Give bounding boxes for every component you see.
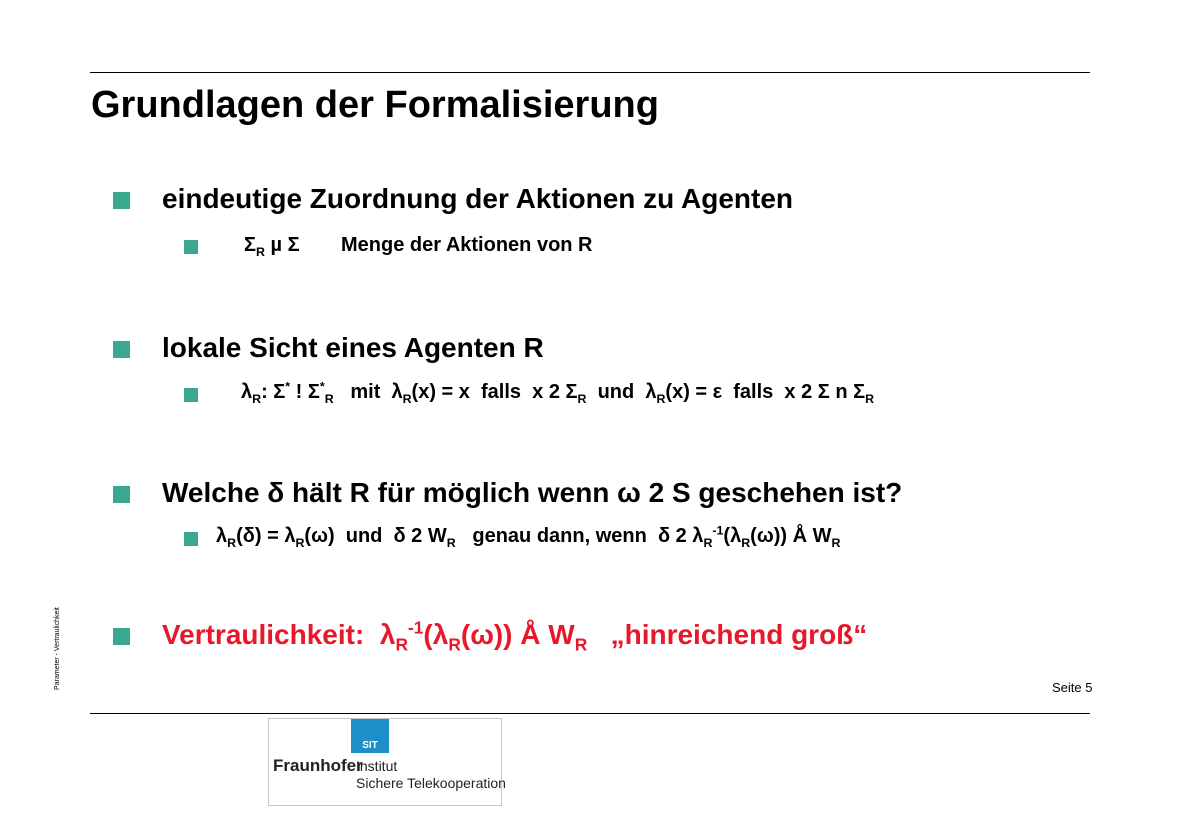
bullet-icon (184, 240, 198, 254)
slide-title: Grundlagen der Formalisierung (91, 84, 659, 126)
top-rule (90, 72, 1090, 73)
bullet-icon (113, 486, 130, 503)
section-heading-1: eindeutige Zuordnung der Aktionen zu Agenten (162, 183, 794, 214)
logo-brand: Fraunhofer (273, 756, 363, 775)
bullet-icon (184, 388, 198, 402)
sit-badge-label: SIT (362, 740, 378, 751)
section-formula-3: $\lambda_R(\delta) = \lambda_R(\omega)$ und δ 2 $W_R$ genau dann, wenn δ 2 $\lambda_R^{-1}(\lambda_R(\omega))$ Å $W_R$ (216, 523, 841, 550)
logo-line-1: Institut (356, 758, 398, 774)
bullet-icon (113, 192, 130, 209)
section-heading-3: Welche δ hält R für möglich wenn ω 2 S geschehen ist? (162, 477, 903, 508)
section-text-1: Menge der Aktionen von R (341, 234, 593, 256)
sit-badge-icon (351, 719, 389, 753)
bottom-rule (90, 713, 1090, 714)
section-formula-1: $\Sigma_R$ µ Σ (244, 234, 300, 259)
bullet-icon (113, 341, 130, 358)
section-heading-2: lokale Sicht eines Agenten R (162, 332, 544, 363)
bullet-icon (184, 532, 198, 546)
section-heading-4: Vertraulichkeit: $\lambda_R^{-1}(\lambda_R(\omega))$ Å $W_R$ „hinreichend groß“ (162, 617, 868, 655)
logo-institute (356, 758, 506, 792)
fraunhofer-sit-logo (268, 718, 506, 806)
bullet-icon (113, 628, 130, 645)
side-note: Parameter - Vertraulichkeit (54, 607, 61, 690)
logo-line-2: Sichere Telekooperation (356, 775, 506, 791)
page-number: Seite 5 (1052, 680, 1093, 695)
section-formula-2: $\lambda_R$: Σ* ! $\Sigma^*_R$ mit $\lambda_R(x) = x$ falls x 2 $\Sigma_R$ und $\lambda_R(x) = \varepsilon$ falls x 2 Σ n $\Sigma_R$ (241, 379, 875, 406)
